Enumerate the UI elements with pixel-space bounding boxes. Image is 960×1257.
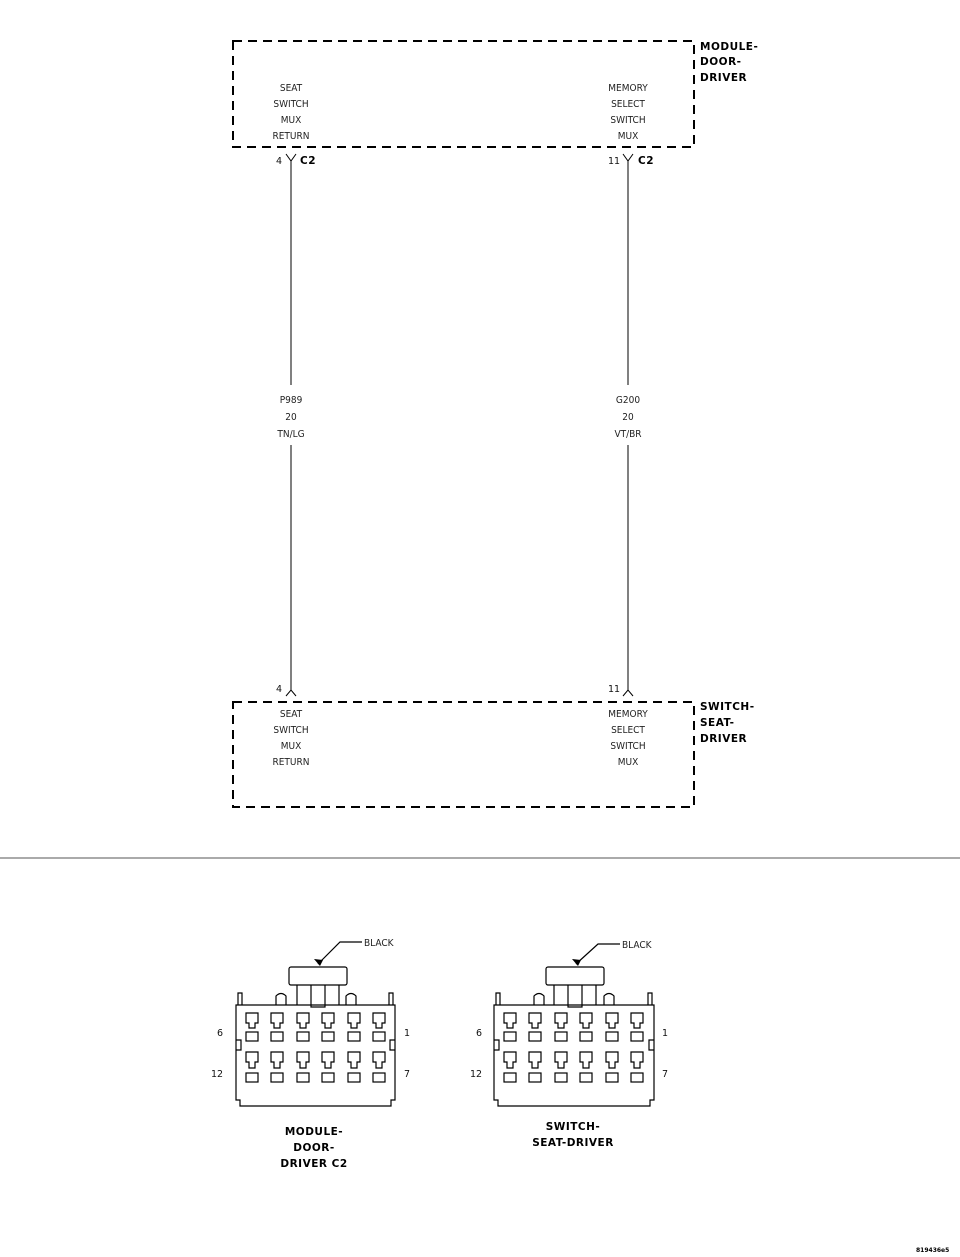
connector-2-cavity-4 (580, 1013, 592, 1041)
top-left-circuit-2: SWITCH (273, 99, 309, 110)
wire-2-color: VT/BR (614, 429, 642, 440)
cavity-outline (555, 1013, 567, 1028)
cavity-terminal (606, 1073, 618, 1082)
cavity-outline (348, 1013, 360, 1028)
switch-seat-driver-name-3: DRIVER (700, 733, 748, 745)
top-right-connector: C2 (638, 155, 655, 167)
cavity-terminal (580, 1032, 592, 1041)
bottom-right-circuit-3: SWITCH (610, 741, 646, 752)
connector-1-latch-cap (289, 967, 347, 985)
connector-2-leader-line (576, 944, 620, 964)
cavity-terminal (504, 1032, 516, 1041)
connector-2-notch-left (494, 1040, 499, 1050)
connector-view-switch-seat-driver (470, 940, 668, 1149)
wire-1-gauge: 20 (285, 412, 297, 423)
bottom-left-circuit-3: MUX (280, 741, 302, 752)
connector-2-pin-12: 12 (470, 1069, 483, 1080)
connector-2-cavity-1 (504, 1013, 516, 1041)
connector-1-bump-left (276, 994, 286, 1006)
connector-2-caption-2: SEAT-DRIVER (532, 1137, 614, 1149)
connector-1-cavity-2 (271, 1013, 283, 1041)
cavity-outline (529, 1052, 541, 1068)
cavity-terminal (606, 1032, 618, 1041)
cavity-outline (271, 1013, 283, 1028)
module-door-driver-name-2: DOOR- (700, 56, 742, 68)
connector-2-bump-left (534, 994, 544, 1006)
connector-1-caption-3: DRIVER C2 (280, 1158, 348, 1170)
wire-1-circuit: P989 (279, 395, 303, 406)
cavity-outline (348, 1052, 360, 1068)
cavity-outline (322, 1013, 334, 1028)
connector-1-latch-arms (297, 985, 339, 1005)
top-right-pin: 11 (608, 156, 621, 167)
connector-2-pin-1: 1 (662, 1028, 669, 1039)
wire-2-circuit: G200 (615, 395, 641, 406)
top-left-circuit-4: RETURN (272, 131, 310, 142)
cavity-outline (580, 1013, 592, 1028)
cavity-outline (246, 1052, 258, 1068)
connector-2-rib-left (496, 993, 500, 1005)
connector-2-color-label: BLACK (622, 940, 652, 951)
bottom-left-circuit-4: RETURN (272, 757, 310, 768)
figure-id: 819436e5 (916, 1247, 950, 1254)
connector-2-cavity-5 (606, 1013, 618, 1041)
cavity-terminal (348, 1073, 360, 1082)
connector-1-housing (236, 1005, 395, 1106)
connector-2-latch-slot (568, 985, 582, 1007)
wire-2-gauge: 20 (622, 412, 634, 423)
connector-2-cavity-12 (631, 1052, 643, 1082)
cavity-terminal (631, 1073, 643, 1082)
connector-2-housing (494, 1005, 654, 1106)
connector-1-caption-2: DOOR- (293, 1142, 335, 1154)
connector-2-caption-1: SWITCH- (545, 1121, 601, 1133)
module-door-driver-name-3: DRIVER (700, 72, 748, 84)
cavity-terminal (373, 1032, 385, 1041)
top-right-circuit-3: SWITCH (610, 115, 646, 126)
cavity-terminal (373, 1073, 385, 1082)
bottom-left-pin: 4 (276, 684, 283, 695)
connector-1-leader-arrow (314, 959, 323, 966)
top-right-pin-terminal (623, 154, 633, 161)
top-left-pin-terminal (286, 154, 296, 161)
connector-1-cavity-9 (297, 1052, 309, 1082)
connector-2-cavity-8 (529, 1052, 541, 1082)
cavity-outline (246, 1013, 258, 1028)
connector-1-color-label: BLACK (364, 938, 394, 949)
connector-2-cavity-10 (580, 1052, 592, 1082)
switch-seat-driver-name-1: SWITCH- (700, 701, 755, 713)
bottom-right-circuit-2: SELECT (611, 725, 645, 736)
connector-view-module-door-driver-c2 (211, 938, 410, 1170)
connector-2-pin-6: 6 (476, 1028, 483, 1039)
cavity-outline (297, 1013, 309, 1028)
bottom-left-circuit-1: SEAT (279, 709, 303, 720)
connector-2-bump-right (604, 994, 614, 1006)
cavity-terminal (529, 1032, 541, 1041)
cavity-outline (271, 1052, 283, 1068)
connector-1-bump-right (346, 994, 356, 1006)
bottom-right-circuit-1: MEMORY (608, 709, 648, 720)
module-door-driver-name-1: MODULE- (700, 41, 759, 53)
connector-2-cavity-6 (631, 1013, 643, 1041)
cavity-outline (373, 1013, 385, 1028)
connector-1-rib-right (389, 993, 393, 1005)
cavity-terminal (271, 1032, 283, 1041)
connector-2-leader-arrow (572, 959, 581, 966)
cavity-outline (373, 1052, 385, 1068)
cavity-terminal (322, 1073, 334, 1082)
cavity-outline (297, 1052, 309, 1068)
bottom-right-pin-terminal (623, 690, 633, 696)
connector-1-cavity-12 (373, 1052, 385, 1082)
switch-seat-driver-name-2: SEAT- (700, 717, 735, 729)
connector-2-cavity-3 (555, 1013, 567, 1041)
top-left-circuit-3: MUX (280, 115, 302, 126)
connector-2-cavity-7 (504, 1052, 516, 1082)
cavity-outline (529, 1013, 541, 1028)
bottom-right-circuit-4: MUX (617, 757, 639, 768)
connector-1-pin-1: 1 (404, 1028, 411, 1039)
top-left-circuit-1: SEAT (279, 83, 303, 94)
connector-1-pin-6: 6 (217, 1028, 224, 1039)
cavity-terminal (297, 1073, 309, 1082)
cavity-outline (504, 1052, 516, 1068)
cavity-terminal (555, 1032, 567, 1041)
connector-1-notch-left (236, 1040, 241, 1050)
connector-1-cavity-7 (246, 1052, 258, 1082)
connector-2-cavity-9 (555, 1052, 567, 1082)
connector-1-pin-7: 7 (404, 1069, 411, 1080)
cavity-outline (606, 1052, 618, 1068)
connector-1-cavity-6 (373, 1013, 385, 1041)
connector-2-cavity-11 (606, 1052, 618, 1082)
top-left-pin: 4 (276, 156, 283, 167)
bottom-left-pin-terminal (286, 690, 296, 696)
connector-1-pin-12: 12 (211, 1069, 224, 1080)
connector-2-latch-cap (546, 967, 604, 985)
connector-1-cavity-8 (271, 1052, 283, 1082)
cavity-terminal (297, 1032, 309, 1041)
connector-2-notch-right (649, 1040, 654, 1050)
cavity-terminal (555, 1073, 567, 1082)
cavity-terminal (631, 1032, 643, 1041)
cavity-terminal (322, 1032, 334, 1041)
top-right-circuit-1: MEMORY (608, 83, 648, 94)
cavity-outline (555, 1052, 567, 1068)
connector-1-cavity-4 (322, 1013, 334, 1041)
cavity-terminal (529, 1073, 541, 1082)
connector-1-cavity-11 (348, 1052, 360, 1082)
connector-2-rib-right (648, 993, 652, 1005)
bottom-right-pin: 11 (608, 684, 621, 695)
connector-1-cavity-1 (246, 1013, 258, 1041)
top-right-circuit-4: MUX (617, 131, 639, 142)
connector-1-cavity-3 (297, 1013, 309, 1041)
connector-1-latch-slot (311, 985, 325, 1007)
cavity-terminal (580, 1073, 592, 1082)
connector-1-cavity-10 (322, 1052, 334, 1082)
cavity-outline (631, 1052, 643, 1068)
cavity-outline (631, 1013, 643, 1028)
connector-1-leader-line (318, 942, 362, 964)
connector-2-latch-arms (554, 985, 596, 1005)
connector-1-caption-1: MODULE- (284, 1126, 344, 1138)
connector-2-cavity-2 (529, 1013, 541, 1041)
connector-1-cavity-5 (348, 1013, 360, 1041)
connector-1-notch-right (390, 1040, 395, 1050)
cavity-terminal (246, 1073, 258, 1082)
cavity-terminal (348, 1032, 360, 1041)
top-right-circuit-2: SELECT (611, 99, 645, 110)
cavity-outline (322, 1052, 334, 1068)
cavity-outline (580, 1052, 592, 1068)
cavity-terminal (246, 1032, 258, 1041)
cavity-terminal (271, 1073, 283, 1082)
cavity-outline (504, 1013, 516, 1028)
wire-1-color: TN/LG (277, 429, 305, 440)
bottom-left-circuit-2: SWITCH (273, 725, 309, 736)
top-left-connector: C2 (300, 155, 317, 167)
cavity-terminal (504, 1073, 516, 1082)
connector-2-pin-7: 7 (662, 1069, 669, 1080)
connector-1-rib-left (238, 993, 242, 1005)
cavity-outline (606, 1013, 618, 1028)
